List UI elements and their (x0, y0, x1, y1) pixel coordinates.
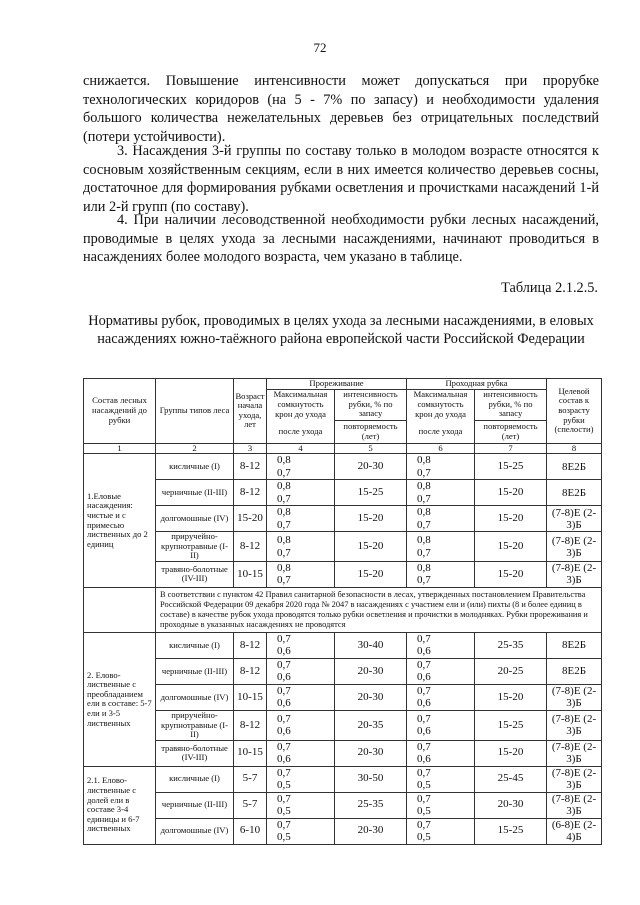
density-after: 0,7 (417, 492, 431, 505)
age-cell: 5-7 (234, 766, 267, 792)
density-after: 0,6 (277, 645, 291, 658)
passing-intensity-cell: 15-25 (475, 818, 547, 844)
density-after: 0,6 (277, 725, 291, 738)
passing-intensity-cell: 25-45 (475, 766, 547, 792)
target-composition-cell: 8Е2Б (547, 658, 602, 684)
density-before: 0,7 (277, 792, 291, 805)
header-repeat-2: повторяемость (лет) (475, 420, 547, 443)
density-after: 0,7 (417, 466, 431, 479)
target-composition-cell: (7-8)Е (2-3)Б (547, 740, 602, 766)
header-after-care-1: после ухода (267, 420, 335, 443)
density-after: 0,5 (277, 779, 291, 792)
forest-type-cell: кисличные (I) (156, 632, 234, 658)
forest-type-cell: кисличные (I) (156, 766, 234, 792)
density-before: 0,7 (417, 792, 431, 805)
col-number: 5 (335, 443, 407, 454)
age-cell: 8-12 (234, 658, 267, 684)
density-before: 0,7 (417, 632, 431, 645)
passing-intensity-cell: 15-20 (475, 480, 547, 506)
header-max-density-2: Максимальная сомкнутость крон до ухода (407, 389, 475, 420)
table-row (84, 684, 602, 710)
forest-type-cell: кисличные (I) (156, 454, 234, 480)
thinning-intensity-cell: 20-30 (335, 818, 407, 844)
thinning-density-cell (267, 818, 335, 844)
age-cell: 5-7 (234, 792, 267, 818)
thinning-intensity-cell: 20-30 (335, 740, 407, 766)
density-before: 0,7 (417, 766, 431, 779)
thinning-density-cell (267, 766, 335, 792)
age-cell: 6-10 (234, 818, 267, 844)
density-before: 0,8 (277, 561, 291, 574)
density-after: 0,6 (417, 671, 431, 684)
thinning-density-cell (267, 710, 335, 740)
age-cell: 10-15 (234, 561, 267, 587)
thinning-intensity-cell: 30-50 (335, 766, 407, 792)
density-after: 0,6 (417, 725, 431, 738)
column-numbers-row (84, 443, 602, 454)
col-number: 8 (547, 443, 602, 454)
passing-density-cell (407, 506, 475, 532)
density-after: 0,5 (277, 831, 291, 844)
table-row (84, 658, 602, 684)
density-after: 0,7 (417, 574, 431, 587)
thinning-density-cell (267, 684, 335, 710)
age-cell: 8-12 (234, 710, 267, 740)
age-cell: 8-12 (234, 632, 267, 658)
density-before: 0,7 (417, 684, 431, 697)
thinning-intensity-cell: 20-30 (335, 684, 407, 710)
target-composition-cell: 8Е2Б (547, 454, 602, 480)
col-number: 7 (475, 443, 547, 454)
age-cell: 8-12 (234, 532, 267, 562)
passing-density-cell (407, 818, 475, 844)
target-composition-cell: (7-8)Е (2-3)Б (547, 506, 602, 532)
table-number: Таблица 2.1.2.5. (501, 280, 598, 296)
forest-type-cell: приручейно-крупнотравные (I-II) (156, 710, 234, 740)
density-after: 0,6 (277, 753, 291, 766)
thinning-intensity-cell: 20-35 (335, 710, 407, 740)
density-after: 0,6 (277, 697, 291, 710)
density-after: 0,5 (417, 805, 431, 818)
header-forest-types: Группы типов леса (156, 379, 234, 444)
thinning-density-cell (267, 632, 335, 658)
passing-intensity-cell: 15-20 (475, 506, 547, 532)
table-row (84, 506, 602, 532)
density-before: 0,7 (277, 684, 291, 697)
passing-intensity-cell: 20-30 (475, 792, 547, 818)
thinning-density-cell (267, 740, 335, 766)
density-before: 0,7 (277, 740, 291, 753)
density-after: 0,5 (417, 831, 431, 844)
col-number: 2 (156, 443, 234, 454)
density-after: 0,7 (277, 466, 291, 479)
passing-density-cell (407, 710, 475, 740)
table-row (84, 710, 602, 740)
table-row (84, 792, 602, 818)
passing-density-cell (407, 454, 475, 480)
table-row (84, 818, 602, 844)
col-number: 6 (407, 443, 475, 454)
thinning-density-cell (267, 454, 335, 480)
density-before: 0,7 (277, 818, 291, 831)
regulation-note: В соответствии с пунктом 42 Правил санитарной безопасности в лесах, утвержденных постановлением Правительства Российской Федерации 09 декабря 2020 года № 2047 в насаждениях с участием ели и (или) пихты (8 и более единиц в составе) в качестве рубок ухода проводятся только рубки осветления и прочистки в молодняках. Рубки прореживания и проходные в указанных насаждениях не проводятся (156, 587, 602, 632)
density-before: 0,8 (277, 506, 291, 519)
note-spacer (84, 587, 156, 632)
density-before: 0,8 (277, 454, 291, 467)
table-row (84, 532, 602, 562)
target-composition-cell: (7-8)Е (2-3)Б (547, 532, 602, 562)
passing-density-cell (407, 658, 475, 684)
header-after-care-2: после ухода (407, 420, 475, 443)
thinning-density-cell (267, 658, 335, 684)
col-number: 4 (267, 443, 335, 454)
density-after: 0,7 (277, 518, 291, 531)
thinning-density-cell (267, 792, 335, 818)
density-after: 0,6 (417, 753, 431, 766)
table-title: Нормативы рубок, проводимых в целях ухода за лесными насаждениями, в еловых насаждениях южно-таёжного района европейской части Российской Федерации (88, 313, 594, 347)
passing-density-cell (407, 632, 475, 658)
forest-type-cell: травяно-болотные (IV-III) (156, 740, 234, 766)
target-composition-cell: (7-8)Е (2-3)Б (547, 792, 602, 818)
thinning-intensity-cell: 25-35 (335, 792, 407, 818)
passing-density-cell (407, 561, 475, 587)
density-after: 0,6 (417, 645, 431, 658)
forest-type-cell: долгомошные (IV) (156, 818, 234, 844)
thinning-intensity-cell: 30-40 (335, 632, 407, 658)
density-before: 0,8 (277, 534, 291, 547)
header-max-density-1: Максимальная сомкнутость крон до ухода (267, 389, 335, 420)
passing-density-cell (407, 766, 475, 792)
header-thinning: Прореживание (267, 379, 407, 390)
paragraph-1: снижается. Повышение интенсивности может допускаться при прорубке технологических коридоров (на 5 - 7% по запасу) и необходимости удаления большого количества нежелательных деревьев без отрицательных последствий (потери устойчивости). (83, 73, 599, 145)
target-composition-cell: (7-8)Е (2-3)Б (547, 561, 602, 587)
passing-intensity-cell: 15-25 (475, 454, 547, 480)
density-after: 0,7 (277, 574, 291, 587)
density-after: 0,6 (277, 671, 291, 684)
age-cell: 8-12 (234, 480, 267, 506)
density-before: 0,8 (417, 454, 431, 467)
density-before: 0,7 (277, 632, 291, 645)
target-composition-cell: 8Е2Б (547, 632, 602, 658)
forest-type-cell: черничные (II-III) (156, 480, 234, 506)
col-number: 1 (84, 443, 156, 454)
thinning-intensity-cell: 15-20 (335, 532, 407, 562)
density-after: 0,7 (417, 518, 431, 531)
thinning-density-cell (267, 506, 335, 532)
passing-intensity-cell: 25-35 (475, 632, 547, 658)
table-row (84, 480, 602, 506)
header-intensity-2: интенсивность рубки, % по запасу (475, 389, 547, 420)
thinning-density-cell (267, 561, 335, 587)
header-passing: Проходная рубка (407, 379, 547, 390)
passing-density-cell (407, 792, 475, 818)
col-number: 3 (234, 443, 267, 454)
table-row (84, 632, 602, 658)
thinning-intensity-cell: 15-20 (335, 561, 407, 587)
header-repeat-1: повторяемость (лет) (335, 420, 407, 443)
density-before: 0,7 (277, 658, 291, 671)
passing-intensity-cell: 15-20 (475, 561, 547, 587)
density-before: 0,8 (417, 561, 431, 574)
density-after: 0,5 (277, 805, 291, 818)
density-before: 0,8 (417, 534, 431, 547)
thinning-intensity-cell: 20-30 (335, 454, 407, 480)
table-row (84, 454, 602, 480)
passing-intensity-cell: 15-20 (475, 684, 547, 710)
age-cell: 8-12 (234, 454, 267, 480)
age-cell: 10-15 (234, 740, 267, 766)
target-composition-cell: (6-8)Е (2-4)Б (547, 818, 602, 844)
header-age: Возраст начала ухода, лет (234, 379, 267, 444)
table-row (84, 766, 602, 792)
thinning-density-cell (267, 532, 335, 562)
target-composition-cell: (7-8)Е (2-3)Б (547, 710, 602, 740)
table-row (84, 740, 602, 766)
density-before: 0,7 (277, 712, 291, 725)
passing-density-cell (407, 532, 475, 562)
forest-type-cell: черничные (II-III) (156, 792, 234, 818)
density-before: 0,8 (277, 480, 291, 493)
density-before: 0,8 (417, 480, 431, 493)
header-composition: Состав лесных насаждений до рубки (84, 379, 156, 444)
density-after: 0,5 (417, 779, 431, 792)
header-target: Целевой состав к возрасту рубки (спелости) (547, 379, 602, 444)
thinning-intensity-cell: 20-30 (335, 658, 407, 684)
paragraph-2: 3. Насаждения 3-й группы по составу только в молодом возрасте относятся к сосновым хозяйственным секциям, если в них имеется количество деревьев сосны, достаточное для формирования рубками осветления и прочистками насаждений 1-й или 2-й групп (по составу). (83, 143, 599, 215)
composition-cell: 2. Елово-лиственные с преобладанием ели в составе: 5-7 ели и 3-5 лиственных (84, 632, 156, 766)
age-cell: 15-20 (234, 506, 267, 532)
forest-type-cell: черничные (II-III) (156, 658, 234, 684)
forest-type-cell: долгомошные (IV) (156, 684, 234, 710)
header-intensity-1: интенсивность рубки, % по запасу (335, 389, 407, 420)
passing-density-cell (407, 480, 475, 506)
passing-density-cell (407, 684, 475, 710)
thinning-intensity-cell: 15-25 (335, 480, 407, 506)
passing-intensity-cell: 15-20 (475, 740, 547, 766)
density-after: 0,7 (277, 492, 291, 505)
target-composition-cell: (7-8)Е (2-3)Б (547, 766, 602, 792)
page-number: 72 (313, 40, 327, 55)
target-composition-cell: 8Е2Б (547, 480, 602, 506)
note-row (84, 587, 602, 632)
norms-table (83, 378, 602, 845)
passing-intensity-cell: 15-20 (475, 532, 547, 562)
density-before: 0,7 (417, 740, 431, 753)
forest-type-cell: травяно-болотные (IV-III) (156, 561, 234, 587)
forest-type-cell: долгомошные (IV) (156, 506, 234, 532)
thinning-intensity-cell: 15-20 (335, 506, 407, 532)
density-before: 0,8 (417, 506, 431, 519)
density-before: 0,7 (417, 658, 431, 671)
table-row (84, 561, 602, 587)
composition-cell: 2.1. Елово-лиственные с долей ели в составе 3-4 единицы и 6-7 лиственных (84, 766, 156, 844)
passing-density-cell (407, 740, 475, 766)
density-after: 0,6 (417, 697, 431, 710)
density-after: 0,7 (417, 546, 431, 559)
density-before: 0,7 (277, 766, 291, 779)
target-composition-cell: (7-8)Е (2-3)Б (547, 684, 602, 710)
passing-intensity-cell: 20-25 (475, 658, 547, 684)
density-before: 0,7 (417, 712, 431, 725)
density-before: 0,7 (417, 818, 431, 831)
age-cell: 10-15 (234, 684, 267, 710)
density-after: 0,7 (277, 546, 291, 559)
composition-cell: 1.Еловые насаждения: чистые и с примесью лиственных до 2 единиц (84, 454, 156, 588)
thinning-density-cell (267, 480, 335, 506)
forest-type-cell: приручейно-крупнотравные (I-II) (156, 532, 234, 562)
passing-intensity-cell: 15-25 (475, 710, 547, 740)
paragraph-3: 4. При наличии лесоводственной необходимости рубки лесных насаждений, проводимые в целях ухода за лесными насаждениями, начинают проводиться в насаждениях более молодого возраста, чем указано в таблице. (83, 212, 599, 266)
